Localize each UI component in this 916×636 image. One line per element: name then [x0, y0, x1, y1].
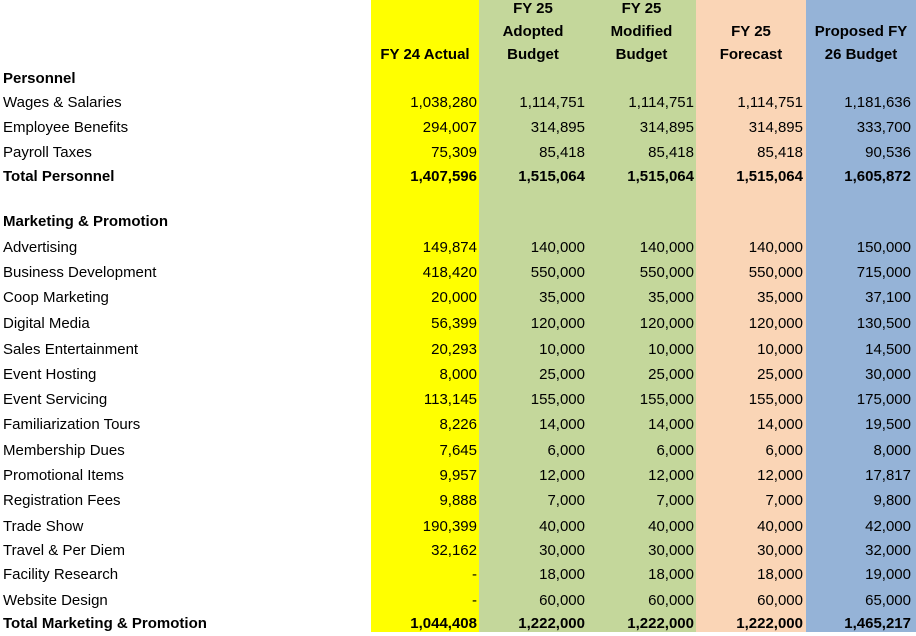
cell-fy25-forecast[interactable] [696, 209, 803, 234]
table-row [0, 488, 916, 513]
row-label[interactable]: Coop Marketing [3, 289, 109, 306]
cell-fy25-forecast[interactable]: 155,000 [748, 391, 803, 408]
cell-fy25-modified[interactable]: 155,000 [639, 391, 694, 408]
cell-fy24-actual[interactable]: 7,645 [439, 442, 477, 459]
cell-fy25-adopted[interactable]: 10,000 [539, 341, 585, 358]
cell-fy24-actual[interactable]: 1,407,596 [410, 168, 477, 185]
header-modified-line-2: Modified [610, 23, 673, 40]
cell-fy26-proposed[interactable]: 37,100 [865, 289, 911, 306]
cell-fy24-actual[interactable]: 32,162 [431, 542, 477, 559]
section-header-row [0, 66, 916, 91]
cell-fy25-modified[interactable]: 1,515,064 [627, 168, 694, 185]
cell-fy25-forecast[interactable]: 10,000 [757, 341, 803, 358]
cell-fy26-proposed[interactable]: 90,536 [865, 144, 911, 161]
row-label[interactable]: Website Design [3, 592, 108, 609]
cell-fy25-modified[interactable]: 30,000 [648, 542, 694, 559]
row-label[interactable]: Trade Show [3, 518, 84, 535]
cell-fy25-forecast[interactable]: 314,895 [748, 119, 803, 136]
cell-fy25-adopted[interactable]: 12,000 [539, 467, 585, 484]
cell-fy25-modified[interactable]: 14,000 [648, 416, 694, 433]
table-row [0, 387, 916, 412]
cell-fy25-forecast[interactable]: 40,000 [757, 518, 803, 535]
cell-fy26-proposed[interactable]: 42,000 [865, 518, 911, 535]
cell-fy26-proposed[interactable]: 19,000 [865, 566, 911, 583]
row-label[interactable]: Event Servicing [3, 391, 108, 408]
cell-fy24-actual[interactable]: 9,888 [439, 492, 477, 509]
cell-fy25-modified[interactable]: 140,000 [639, 239, 694, 256]
cell-fy26-proposed[interactable]: 19,500 [865, 416, 911, 433]
table-row [0, 562, 916, 587]
cell-fy25-forecast[interactable]: 1,515,064 [736, 168, 803, 185]
cell-fy25-modified[interactable]: 10,000 [648, 341, 694, 358]
cell-fy24-actual[interactable]: 56,399 [431, 315, 477, 332]
cell-fy25-forecast[interactable]: 6,000 [765, 442, 803, 459]
row-label[interactable]: Travel & Per Diem [3, 542, 125, 559]
cell-fy25-modified[interactable]: 1,222,000 [627, 615, 694, 632]
table-row [0, 140, 916, 165]
cell-fy25-forecast[interactable]: 550,000 [748, 264, 803, 281]
cell-fy25-forecast[interactable]: 25,000 [757, 366, 803, 383]
cell-fy26-proposed[interactable] [806, 66, 911, 91]
table-row [0, 514, 916, 539]
cell-fy24-actual[interactable] [371, 209, 477, 234]
cell-fy26-proposed[interactable]: 1,605,872 [844, 168, 911, 185]
cell-fy26-proposed[interactable]: 150,000 [856, 239, 911, 256]
cell-fy25-adopted[interactable] [479, 209, 585, 234]
total-row [0, 164, 916, 189]
cell-fy25-modified[interactable]: 25,000 [648, 366, 694, 383]
cell-fy25-adopted[interactable]: 40,000 [539, 518, 585, 535]
header-adopted-line-2: Adopted [502, 23, 564, 40]
cell-fy26-proposed[interactable]: 32,000 [865, 542, 911, 559]
cell-fy25-forecast[interactable]: 120,000 [748, 315, 803, 332]
cell-fy25-forecast[interactable]: 1,222,000 [736, 615, 803, 632]
cell-fy24-actual[interactable]: 8,000 [439, 366, 477, 383]
table-row [0, 463, 916, 488]
cell-fy26-proposed[interactable]: 130,500 [856, 315, 911, 332]
table-row [0, 235, 916, 260]
cell-fy25-adopted[interactable]: 550,000 [530, 264, 585, 281]
cell-fy24-actual[interactable]: 1,038,280 [410, 94, 477, 111]
cell-fy25-adopted[interactable]: 14,000 [539, 416, 585, 433]
cell-fy25-forecast[interactable]: 140,000 [748, 239, 803, 256]
cell-fy24-actual[interactable]: - [472, 566, 477, 583]
header-forecast-line-2: Forecast [719, 46, 783, 63]
header-proposed-fy26-budget[interactable] [806, 0, 916, 66]
cell-fy25-forecast[interactable]: 85,418 [757, 144, 803, 161]
cell-fy25-forecast[interactable]: 14,000 [757, 416, 803, 433]
header-proposed-line-2: 26 Budget [824, 46, 898, 63]
table-row [0, 311, 916, 336]
cell-fy25-forecast[interactable]: 18,000 [757, 566, 803, 583]
cell-fy25-adopted[interactable]: 314,895 [530, 119, 585, 136]
cell-fy24-actual[interactable]: 113,145 [423, 391, 477, 408]
cell-fy25-modified[interactable]: 40,000 [648, 518, 694, 535]
cell-fy24-actual[interactable]: 418,420 [422, 264, 477, 281]
cell-fy25-modified[interactable]: 550,000 [639, 264, 694, 281]
cell-fy25-modified[interactable]: 120,000 [639, 315, 694, 332]
cell-fy25-adopted[interactable]: 85,418 [539, 144, 585, 161]
row-label[interactable]: Total Marketing & Promotion [3, 615, 207, 632]
cell-fy26-proposed[interactable]: 30,000 [865, 366, 911, 383]
header-adopted-line-3: Budget [507, 46, 559, 63]
table-row [0, 115, 916, 140]
cell-fy26-proposed[interactable]: 17,817 [865, 467, 911, 484]
cell-fy25-forecast[interactable]: 7,000 [765, 492, 803, 509]
header-fy25-adopted-budget[interactable] [479, 0, 587, 66]
table-row [0, 412, 916, 437]
row-label[interactable]: Employee Benefits [3, 119, 129, 136]
cell-fy24-actual[interactable]: 294,007 [422, 119, 477, 136]
cell-fy25-adopted[interactable]: 1,222,000 [518, 615, 585, 632]
cell-fy25-adopted[interactable]: 30,000 [539, 542, 585, 559]
cell-fy26-proposed[interactable]: 14,500 [865, 341, 911, 358]
cell-fy25-forecast[interactable]: 12,000 [757, 467, 803, 484]
row-label[interactable]: Payroll Taxes [3, 144, 92, 161]
cell-fy26-proposed[interactable]: 65,000 [865, 592, 911, 609]
cell-fy26-proposed[interactable]: 8,000 [873, 442, 911, 459]
cell-fy25-adopted[interactable]: 140,000 [530, 239, 585, 256]
header-fy24-actual[interactable] [371, 0, 479, 66]
cell-fy25-modified[interactable]: 60,000 [648, 592, 694, 609]
cell-fy24-actual[interactable]: 20,000 [431, 289, 477, 306]
cell-fy26-proposed[interactable] [806, 209, 911, 234]
cell-fy25-modified[interactable]: 6,000 [656, 442, 694, 459]
table-row [0, 362, 916, 387]
row-label[interactable]: Business Development [3, 264, 157, 281]
cell-fy25-forecast[interactable]: 35,000 [757, 289, 803, 306]
table-row [0, 538, 916, 563]
cell-fy25-modified[interactable]: 35,000 [648, 289, 694, 306]
cell-fy26-proposed[interactable]: 9,800 [873, 492, 911, 509]
row-label[interactable]: Promotional Items [3, 467, 124, 484]
total-row [0, 611, 916, 636]
header-forecast-line-1: FY 25 [731, 23, 771, 40]
header-proposed-line-1: Proposed FY [814, 23, 908, 40]
header-adopted-line-1: FY 25 [513, 0, 553, 17]
row-label[interactable]: Sales Entertainment [3, 341, 139, 358]
cell-fy25-adopted[interactable]: 35,000 [539, 289, 585, 306]
cell-fy26-proposed[interactable]: 715,000 [856, 264, 911, 281]
cell-fy25-forecast[interactable]: 30,000 [757, 542, 803, 559]
cell-fy24-actual[interactable]: 9,957 [439, 467, 477, 484]
table-row [0, 90, 916, 115]
cell-fy25-adopted[interactable]: 25,000 [539, 366, 585, 383]
cell-fy25-modified[interactable]: 1,114,751 [628, 94, 694, 111]
section-label[interactable]: Personnel [3, 70, 76, 87]
row-label[interactable]: Facility Research [3, 566, 119, 583]
header-fy25-forecast[interactable] [696, 0, 806, 66]
header-fy24-line-1: FY 24 Actual [380, 46, 470, 63]
row-label[interactable]: Wages & Salaries [3, 94, 122, 111]
cell-fy25-modified[interactable]: 18,000 [648, 566, 694, 583]
cell-fy24-actual[interactable]: - [472, 592, 477, 609]
cell-fy25-modified[interactable] [587, 209, 694, 234]
cell-fy25-forecast[interactable] [696, 66, 803, 91]
cell-fy24-actual[interactable]: 1,044,408 [410, 615, 477, 632]
table-row [0, 260, 916, 285]
cell-fy25-modified[interactable]: 314,895 [639, 119, 694, 136]
cell-fy25-modified[interactable]: 7,000 [656, 492, 694, 509]
row-label[interactable]: Total Personnel [3, 168, 115, 185]
cell-fy25-adopted[interactable] [479, 66, 585, 91]
row-label[interactable]: Familiarization Tours [3, 416, 141, 433]
cell-fy25-adopted[interactable]: 6,000 [547, 442, 585, 459]
cell-fy24-actual[interactable]: 8,226 [439, 416, 477, 433]
cell-fy24-actual[interactable]: 190,399 [422, 518, 477, 535]
row-label[interactable]: Event Hosting [3, 366, 97, 383]
table-row [0, 438, 916, 463]
cell-fy26-proposed[interactable]: 1,465,217 [844, 615, 911, 632]
cell-fy25-adopted[interactable]: 1,114,751 [519, 94, 585, 111]
cell-fy24-actual[interactable] [371, 66, 477, 91]
cell-fy25-adopted[interactable]: 120,000 [530, 315, 585, 332]
cell-fy25-adopted[interactable]: 155,000 [530, 391, 585, 408]
header-modified-line-3: Budget [615, 46, 668, 63]
row-label[interactable]: Membership Dues [3, 442, 125, 459]
cell-fy24-actual[interactable]: 75,309 [431, 144, 477, 161]
cell-fy24-actual[interactable]: 149,874 [422, 239, 477, 256]
header-modified-line-1: FY 25 [621, 0, 662, 17]
cell-fy25-adopted[interactable]: 7,000 [547, 492, 585, 509]
row-label[interactable]: Registration Fees [3, 492, 121, 509]
cell-fy24-actual[interactable]: 20,293 [431, 341, 477, 358]
cell-fy25-modified[interactable]: 85,418 [648, 144, 694, 161]
cell-fy25-adopted[interactable]: 1,515,064 [518, 168, 585, 185]
cell-fy25-modified[interactable]: 12,000 [648, 467, 694, 484]
cell-fy26-proposed[interactable]: 1,181,636 [844, 94, 911, 111]
table-row [0, 285, 916, 310]
cell-fy25-adopted[interactable]: 60,000 [539, 592, 585, 609]
table-row [0, 588, 916, 613]
cell-fy25-adopted[interactable]: 18,000 [539, 566, 585, 583]
row-label[interactable]: Advertising [3, 239, 78, 256]
cell-fy25-modified[interactable] [587, 66, 694, 91]
cell-fy26-proposed[interactable]: 175,000 [856, 391, 911, 408]
cell-fy25-forecast[interactable]: 1,114,751 [737, 94, 803, 111]
cell-fy25-forecast[interactable]: 60,000 [757, 592, 803, 609]
header-fy25-modified-budget[interactable] [587, 0, 696, 66]
cell-fy26-proposed[interactable]: 333,700 [856, 119, 911, 136]
table-row [0, 337, 916, 362]
row-label[interactable]: Digital Media [3, 315, 90, 332]
section-header-row [0, 209, 916, 234]
section-label[interactable]: Marketing & Promotion [3, 213, 169, 230]
